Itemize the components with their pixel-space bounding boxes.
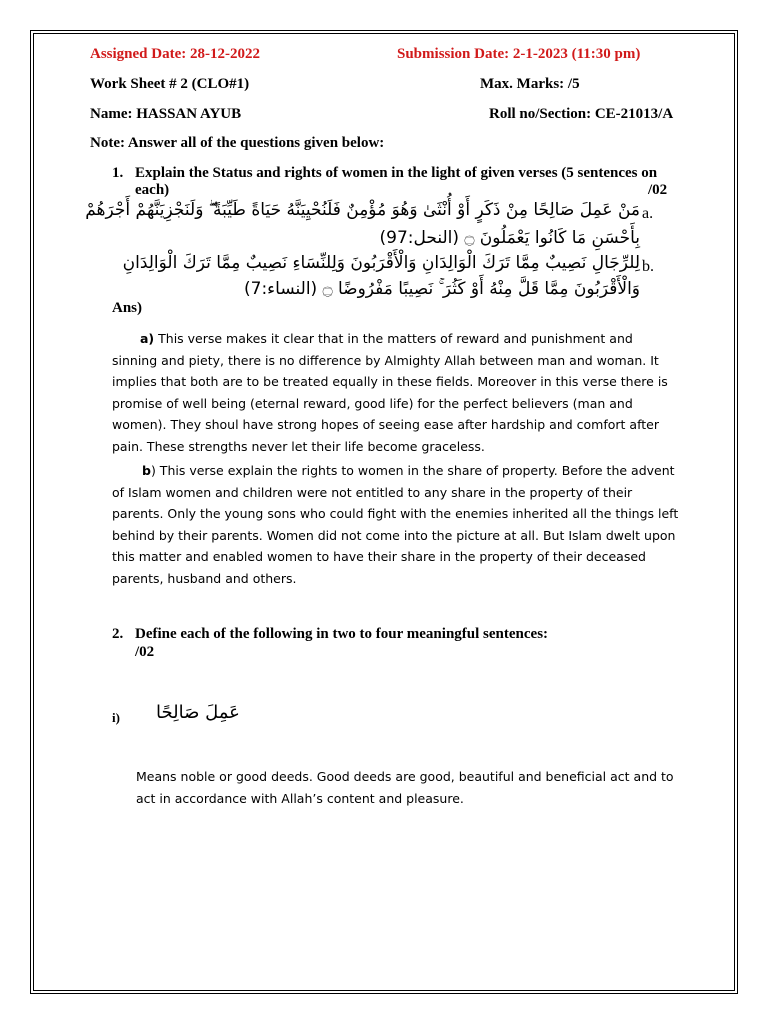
q2-text: Define each of the following in two to four meaningful sentences: xyxy=(135,626,549,642)
q2-marks: /02 xyxy=(135,644,155,660)
submission-date: Submission Date: 2-1-2023 (11:30 pm) xyxy=(397,46,641,62)
answer-b-paragraph xyxy=(112,460,680,589)
verse-a-label: a. xyxy=(642,205,654,222)
verse-b-line1: لِلرِّجَالِ نَصِيبٌ مِمَّا تَرَكَ الْوَالِدَانِ وَالْأَقْرَبُونَ وَلِلنِّسَاءِ نَصِيبٌ مِمَّا تَرَكَ الْوَالِدَانِ xyxy=(122,253,640,273)
assigned-date: Assigned Date: 28-12-2022 xyxy=(90,46,260,62)
worksheet-title: Work Sheet # 2 (CLO#1) xyxy=(90,76,250,92)
q1-number: 1. xyxy=(112,165,124,181)
q2-answer: Means noble or good deeds. Good deeds are good, beautiful and beneficial act and to act in accordance with Allah’s content and pleasure. xyxy=(136,769,674,806)
q1-text-line2: each) xyxy=(135,182,170,198)
note: Note: Answer all of the questions given below: xyxy=(90,135,385,151)
q1-text-line1: Explain the Status and rights of women in the light of given verses (5 sentences on xyxy=(135,165,658,181)
verse-a-line2: بِأَحْسَنِ مَا كَانُوا يَعْمَلُونَ ۝ (النحل:97) xyxy=(379,228,640,248)
q2-item-label: i) xyxy=(112,710,120,725)
ans-label: Ans) xyxy=(112,300,143,316)
verse-a-line1: مَنْ عَمِلَ صَالِحًا مِنْ ذَكَرٍ أَوْ أُنْثَىٰ وَهُوَ مُؤْمِنٌ فَلَنُحْيِيَنَّهُ حَيَاةً طَيِّبَةً ۖ وَلَنَجْزِيَنَّهُمْ أَجْرَهُمْ xyxy=(85,200,640,220)
max-marks: Max. Marks: /5 xyxy=(480,76,580,92)
answer-b-text: ) This verse explain the rights to women in the share of property. Before the advent of Islam women and children were not entitled to any share in the property of their parents. Only the young sons who could fight with the enemies inherited all the things left behind by their parents. Women did not come into the picture at all. But Islam dwelt upon this matter and enabled women to have their share in the property of their deceased parents, husband and others. xyxy=(112,463,679,586)
verse-b-label: b. xyxy=(642,258,654,275)
q1-marks: /02 xyxy=(648,182,668,198)
answer-a-paragraph xyxy=(112,328,680,457)
student-name: Name: HASSAN AYUB xyxy=(90,106,242,122)
answer-a-label: a) xyxy=(140,331,155,346)
verse-b-line2: وَالْأَقْرَبُونَ مِمَّا قَلَّ مِنْهُ أَوْ كَثُرَ ۚ نَصِيبًا مَفْرُوضًا ۝ (النساء:7) xyxy=(243,279,640,299)
q2-number: 2. xyxy=(112,626,124,642)
roll-section: Roll no/Section: CE-21013/A xyxy=(489,106,674,122)
q2-item-arabic: عَمِلَ صَالِحًا xyxy=(156,702,240,723)
answer-b-label: b xyxy=(142,463,151,478)
answer-a-text: This verse makes it clear that in the matters of reward and punishment and sinning and piety, there is no difference by Almighty Allah between man and woman. It implies that both are to be treated equally in these fields. Moreover in this verse there is promise of well being (eternal reward, good life) for the perfect believers (man and women). They shoul have strong hopes of seeing ease after hardship and comfort after pain. These strengths never let their life become graceless. xyxy=(112,331,668,454)
